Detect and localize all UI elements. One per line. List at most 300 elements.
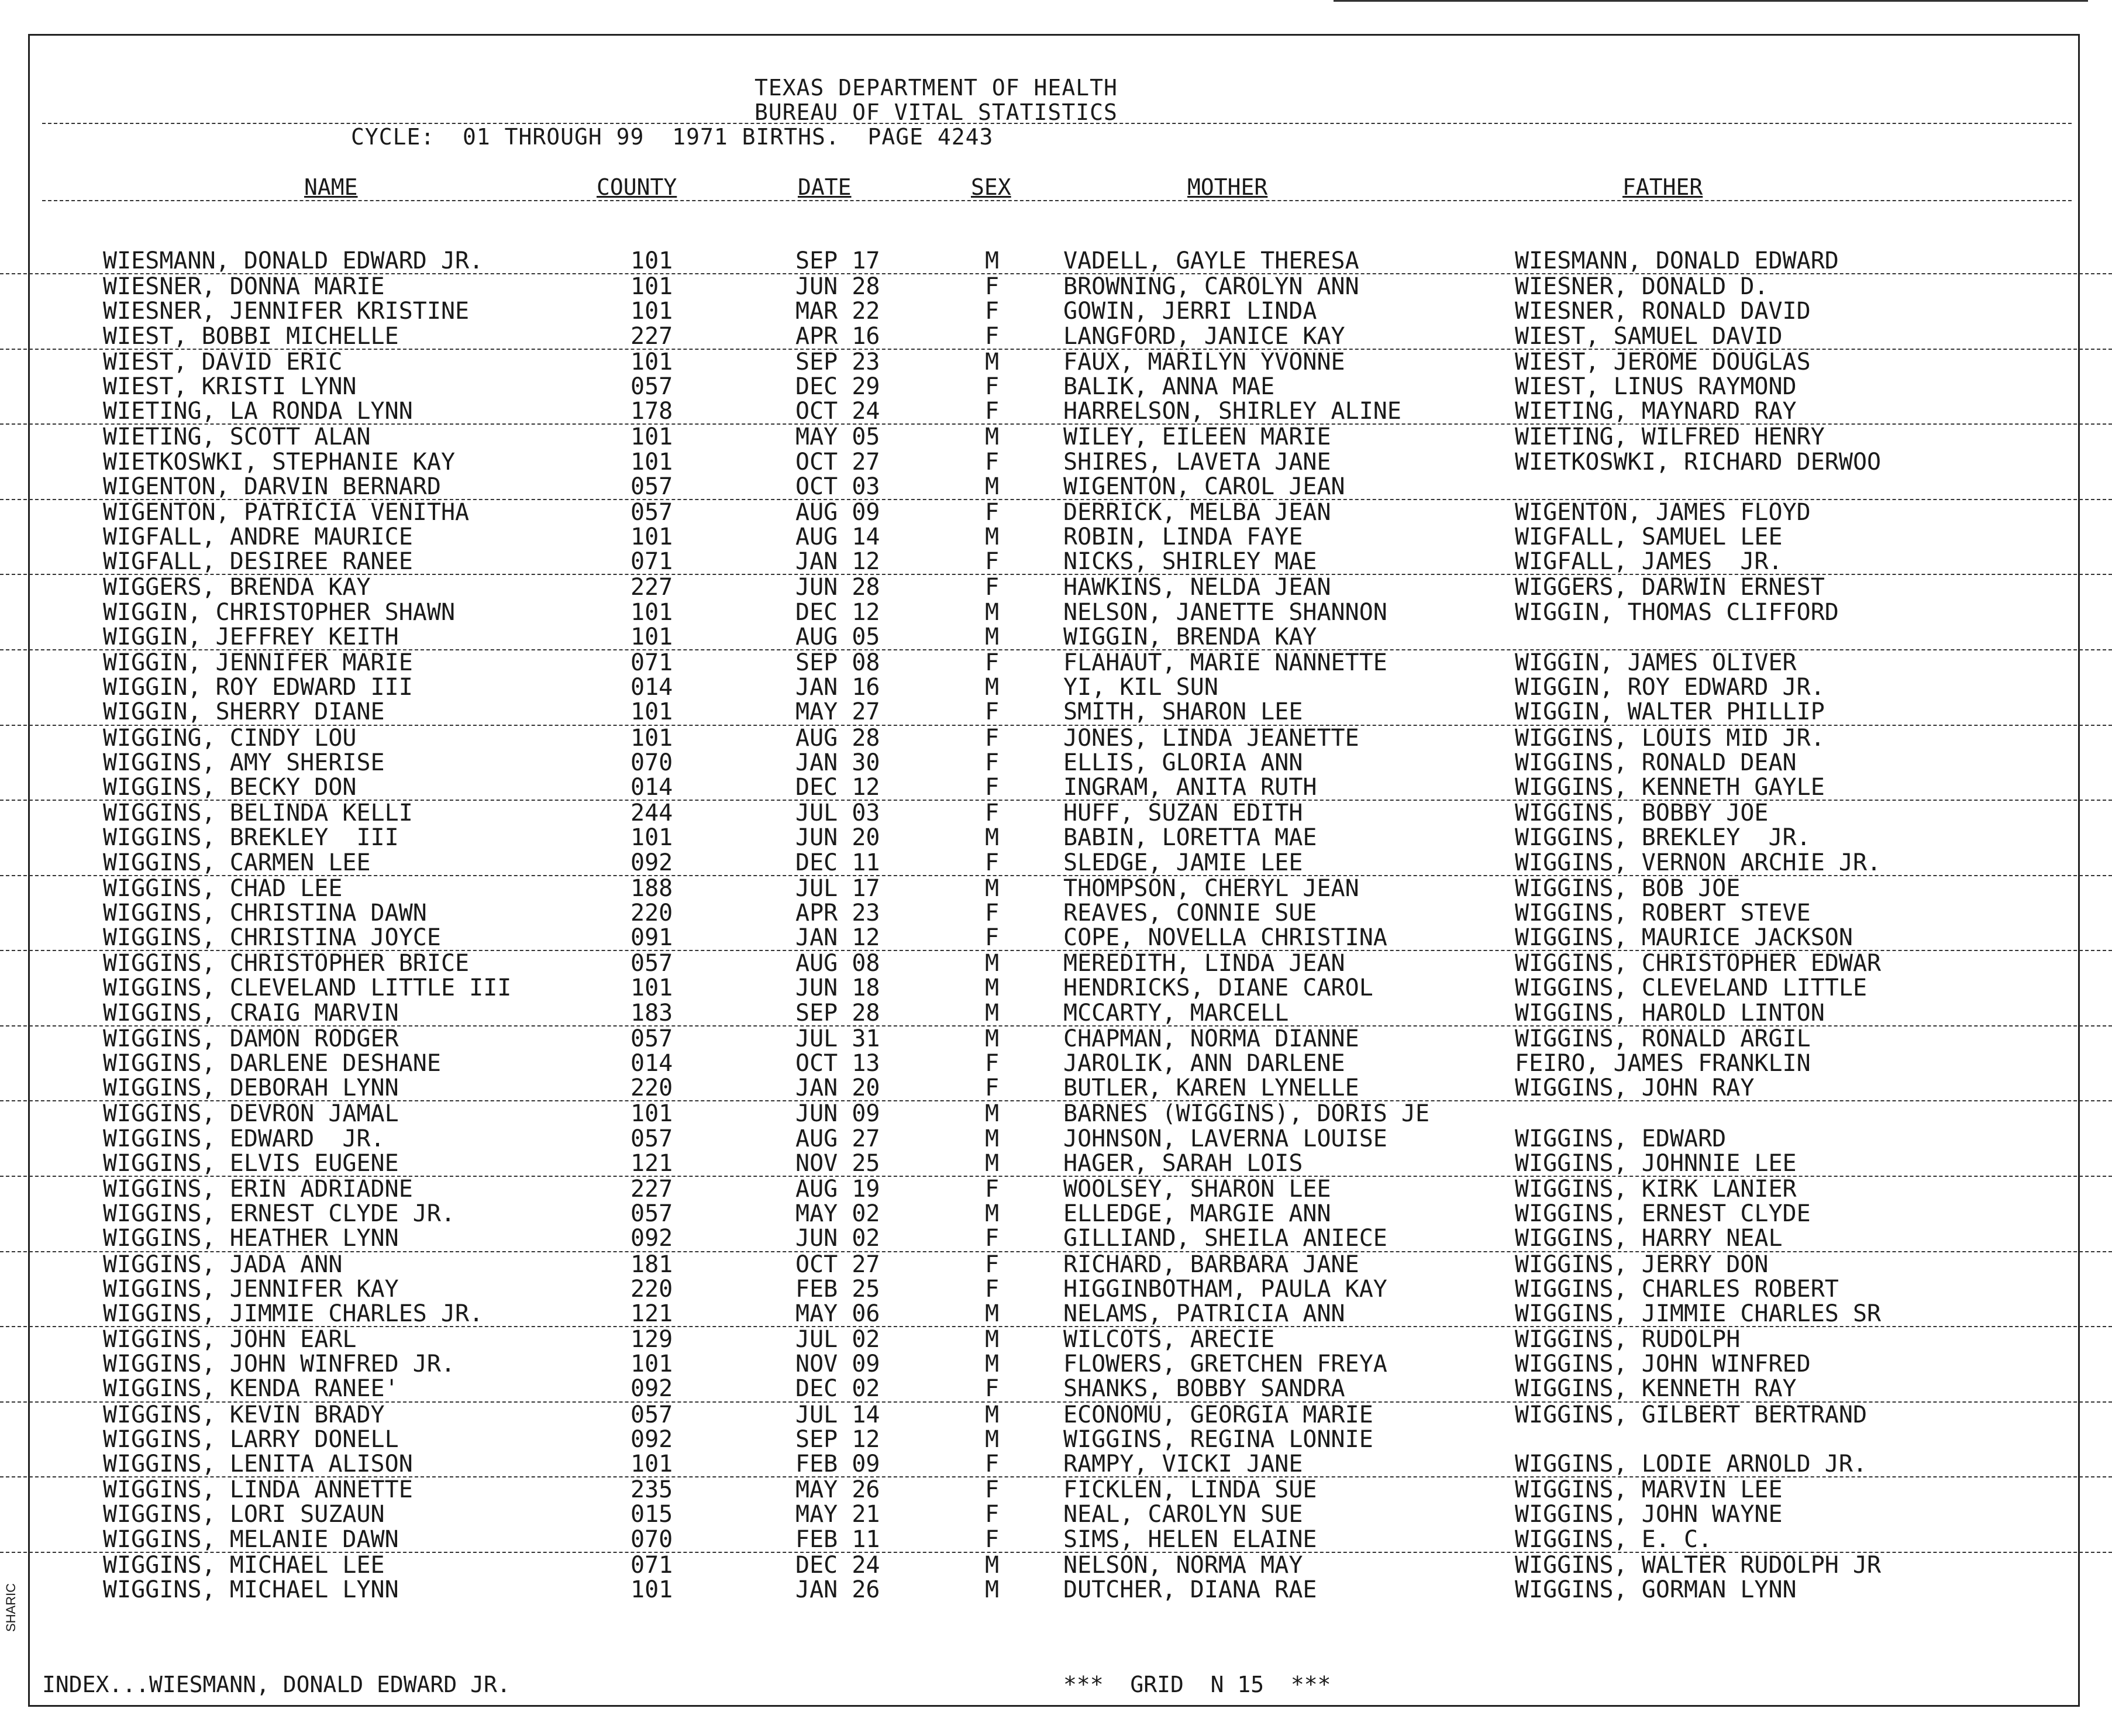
cell-mother: YI, KIL SUN <box>1063 674 1218 701</box>
cell-sex: M <box>985 1326 1000 1353</box>
cell-mother: FLOWERS, GRETCHEN FREYA <box>1063 1351 1387 1378</box>
cell-name: WIGGINS, LENITA ALISON <box>103 1451 413 1477</box>
cell-mother: WIGGIN, BRENDA KAY <box>1063 623 1317 650</box>
cell-name: WIGGINS, LARRY DONELL <box>103 1425 399 1453</box>
cell-county: 235 <box>631 1476 673 1504</box>
cell-date: JAN 30 <box>795 749 880 776</box>
cell-name: WIGGINS, BELINDA KELLI <box>103 800 413 827</box>
table-row <box>0 976 2112 1000</box>
table-row <box>0 425 2112 449</box>
table-row <box>0 1553 2112 1577</box>
cell-father: WIEST, SAMUEL DAVID <box>1515 322 1783 350</box>
cell-date: AUG 08 <box>795 950 880 977</box>
cell-sex: M <box>985 824 1000 852</box>
cell-mother: HARRELSON, SHIRLEY ALINE <box>1063 398 1401 425</box>
cell-county: 101 <box>631 1576 673 1603</box>
cell-date: AUG 05 <box>795 623 880 650</box>
cell-date: DEC 29 <box>795 373 880 400</box>
cell-sex: F <box>985 749 1000 776</box>
table-row <box>0 625 2112 650</box>
table-row <box>0 1051 2112 1076</box>
cell-county: 057 <box>631 473 673 500</box>
cell-sex: M <box>985 1351 1000 1378</box>
cell-father: WIGGINS, CLEVELAND LITTLE <box>1515 974 1868 1002</box>
cell-father: WIGGINS, JOHN RAY <box>1515 1074 1755 1102</box>
cell-county: 101 <box>631 348 673 376</box>
cell-sex: F <box>985 448 1000 476</box>
cell-name: WIGGINS, DARLENE DESHANE <box>103 1050 441 1077</box>
cell-father: WIGGINS, BREKLEY JR. <box>1515 824 1811 852</box>
cell-name: WIGGINS, CHAD LEE <box>103 874 343 902</box>
table-row <box>0 700 2112 725</box>
cell-sex: F <box>985 800 1000 827</box>
cell-county: 057 <box>631 373 673 400</box>
cell-name: WIGGIN, SHERRY DIANE <box>103 698 385 726</box>
cell-sex: F <box>985 1476 1000 1504</box>
cell-sex: M <box>985 423 1000 451</box>
cell-county: 220 <box>631 1275 673 1303</box>
cell-father: WIGGINS, VERNON ARCHIE JR. <box>1515 849 1882 876</box>
cell-sex: F <box>985 1525 1000 1553</box>
cell-name: WIESMANN, DONALD EDWARD JR. <box>103 247 484 274</box>
cell-mother: JOHNSON, LAVERNA LOUISE <box>1063 1125 1387 1152</box>
table-row <box>0 1527 2112 1553</box>
cell-date: OCT 27 <box>795 448 880 476</box>
cell-date: DEC 11 <box>795 849 880 876</box>
table-row <box>0 1301 2112 1327</box>
cell-father: WIGGINS, MARVIN LEE <box>1515 1476 1783 1504</box>
cell-county: 101 <box>631 1351 673 1378</box>
cell-father: WIGGERS, DARWIN ERNEST <box>1515 574 1825 601</box>
cell-father: WIETING, MAYNARD RAY <box>1515 398 1797 425</box>
cell-name: WIEST, BOBBI MICHELLE <box>103 322 399 350</box>
cell-name: WIGGINS, DEBORAH LYNN <box>103 1074 399 1102</box>
cell-county: 121 <box>631 1300 673 1327</box>
cell-name: WIESNER, JENNIFER KRISTINE <box>103 298 470 325</box>
cell-date: JUN 18 <box>795 974 880 1002</box>
cell-sex: M <box>985 348 1000 376</box>
cell-date: SEP 23 <box>795 348 880 376</box>
cell-father: WIGFALL, JAMES JR. <box>1515 548 1783 576</box>
table-row <box>0 450 2112 474</box>
cell-mother: THOMPSON, CHERYL JEAN <box>1063 874 1359 902</box>
cell-sex: M <box>985 1425 1000 1453</box>
cell-date: JUL 17 <box>795 874 880 902</box>
cell-sex: M <box>985 1401 1000 1428</box>
cell-mother: WIGENTON, CAROL JEAN <box>1063 473 1345 500</box>
table-row <box>0 500 2112 525</box>
table-row <box>0 1376 2112 1402</box>
cell-name: WIGGINS, CHRISTOPHER BRICE <box>103 950 470 977</box>
cell-county: 070 <box>631 749 673 776</box>
table-row <box>0 825 2112 850</box>
cell-county: 071 <box>631 548 673 576</box>
cell-county: 015 <box>631 1501 673 1528</box>
cell-name: WIETKOSWKI, STEPHANIE KAY <box>103 448 456 476</box>
table-row <box>0 1327 2112 1352</box>
cell-father: WIGGINS, HAROLD LINTON <box>1515 999 1825 1027</box>
cell-father: WIGGINS, JERRY DON <box>1515 1251 1769 1278</box>
cell-date: SEP 08 <box>795 649 880 676</box>
cell-sex: M <box>985 874 1000 902</box>
table-row <box>0 901 2112 925</box>
cell-county: 101 <box>631 247 673 274</box>
cell-father: WIGGINS, KENNETH RAY <box>1515 1375 1797 1403</box>
cell-mother: BABIN, LORETTA MAE <box>1063 824 1317 852</box>
cell-mother: RICHARD, BARBARA JANE <box>1063 1251 1359 1278</box>
cell-county: 227 <box>631 1175 673 1203</box>
table-row <box>0 675 2112 700</box>
table-row <box>0 1027 2112 1051</box>
cell-name: WIGGINS, CHRISTINA JOYCE <box>103 924 441 952</box>
cell-name: WIGGINS, KEVIN BRADY <box>103 1401 385 1428</box>
header-divider <box>42 123 2072 124</box>
cell-sex: M <box>985 1149 1000 1177</box>
cell-county: 057 <box>631 1401 673 1428</box>
cell-mother: NELAMS, PATRICIA ANN <box>1063 1300 1345 1327</box>
cell-date: SEP 28 <box>795 999 880 1027</box>
cell-father: WIGGIN, THOMAS CLIFFORD <box>1515 598 1839 626</box>
cell-father: WIGGINS, ERNEST CLYDE <box>1515 1200 1811 1228</box>
cell-name: WIGGINS, CHRISTINA DAWN <box>103 899 427 926</box>
table-row <box>0 575 2112 600</box>
cell-sex: M <box>985 598 1000 626</box>
cell-name: WIESNER, DONNA MARIE <box>103 273 385 301</box>
cell-name: WIGGIN, ROY EDWARD III <box>103 674 413 701</box>
cell-mother: VADELL, GAYLE THERESA <box>1063 247 1359 274</box>
column-header-date: DATE <box>798 174 852 200</box>
cell-date: JUN 20 <box>795 824 880 852</box>
cell-father: WIGGINS, BOBBY JOE <box>1515 800 1769 827</box>
cell-mother: DUTCHER, DIANA RAE <box>1063 1576 1317 1603</box>
cell-county: 091 <box>631 924 673 952</box>
cell-father: WIGGINS, GORMAN LYNN <box>1515 1576 1797 1603</box>
cell-date: OCT 24 <box>795 398 880 425</box>
table-row <box>0 1427 2112 1452</box>
cell-mother: LANGFORD, JANICE KAY <box>1063 322 1345 350</box>
cell-mother: GOWIN, JERRI LINDA <box>1063 298 1317 325</box>
cell-name: WIGGINS, CLEVELAND LITTLE III <box>103 974 512 1002</box>
cell-name: WIGGIN, JENNIFER MARIE <box>103 649 413 676</box>
cell-mother: SMITH, SHARON LEE <box>1063 698 1303 726</box>
cell-date: MAY 02 <box>795 1200 880 1228</box>
cell-mother: NELSON, NORMA MAY <box>1063 1551 1303 1579</box>
cell-sex: F <box>985 1074 1000 1102</box>
cell-county: 101 <box>631 724 673 752</box>
column-header-father: FATHER <box>1622 174 1703 200</box>
cell-father: WIESMANN, DONALD EDWARD <box>1515 247 1839 274</box>
cell-father: WIGGINS, GILBERT BERTRAND <box>1515 1401 1868 1428</box>
cell-name: WIGGINS, DAMON RODGER <box>103 1025 399 1052</box>
column-header-divider <box>42 200 2072 201</box>
cell-name: WIETING, LA RONDA LYNN <box>103 398 413 425</box>
cell-county: 101 <box>631 698 673 726</box>
cell-name: WIGGINS, CARMEN LEE <box>103 849 371 876</box>
cell-father: WIGGINS, JOHN WINFRED <box>1515 1351 1811 1378</box>
cell-county: 092 <box>631 1225 673 1252</box>
cell-mother: BUTLER, KAREN LYNELLE <box>1063 1074 1359 1102</box>
cell-date: JUN 09 <box>795 1100 880 1128</box>
cell-sex: M <box>985 1551 1000 1579</box>
cell-county: 227 <box>631 322 673 350</box>
cell-mother: HAGER, SARAH LOIS <box>1063 1149 1303 1177</box>
cell-county: 101 <box>631 623 673 650</box>
cell-father: FEIRO, JAMES FRANKLIN <box>1515 1050 1811 1077</box>
cell-name: WIGGIN, JEFFREY KEITH <box>103 623 399 650</box>
cell-father: WIGGINS, JOHN WAYNE <box>1515 1501 1783 1528</box>
table-row <box>0 650 2112 675</box>
cell-father: WIGGINS, JIMMIE CHARLES SR <box>1515 1300 1882 1327</box>
cell-mother: FAUX, MARILYN YVONNE <box>1063 348 1345 376</box>
table-row <box>0 1076 2112 1101</box>
cell-sex: M <box>985 950 1000 977</box>
table-row <box>0 1352 2112 1376</box>
cell-county: 121 <box>631 1149 673 1177</box>
cell-father: WIEST, LINUS RAYMOND <box>1515 373 1797 400</box>
cell-father: WIGGINS, RUDOLPH <box>1515 1326 1741 1353</box>
cell-date: MAR 22 <box>795 298 880 325</box>
table-row <box>0 350 2112 374</box>
cell-father: WIETING, WILFRED HENRY <box>1515 423 1825 451</box>
cell-date: JUN 02 <box>795 1225 880 1252</box>
cell-mother: ELLIS, GLORIA ANN <box>1063 749 1303 776</box>
table-row <box>0 299 2112 323</box>
cell-mother: DERRICK, MELBA JEAN <box>1063 498 1331 526</box>
cell-date: JUL 03 <box>795 800 880 827</box>
cell-county: 188 <box>631 874 673 902</box>
cell-name: WIGGINS, JOHN EARL <box>103 1326 357 1353</box>
cell-name: WIGGIN, CHRISTOPHER SHAWN <box>103 598 456 626</box>
cell-name: WIGGINS, MICHAEL LEE <box>103 1551 385 1579</box>
cell-mother: SIMS, HELEN ELAINE <box>1063 1525 1317 1553</box>
table-row <box>0 750 2112 775</box>
cell-father: WIGGINS, EDWARD <box>1515 1125 1727 1152</box>
cell-sex: F <box>985 574 1000 601</box>
cell-county: 057 <box>631 1125 673 1152</box>
cell-mother: INGRAM, ANITA RUTH <box>1063 773 1317 801</box>
table-row <box>0 1001 2112 1027</box>
bureau-title: BUREAU OF VITAL STATISTICS <box>754 99 1118 125</box>
cell-name: WIGGINS, DEVRON JAMAL <box>103 1100 399 1128</box>
cell-date: JUL 31 <box>795 1025 880 1052</box>
cell-date: AUG 14 <box>795 523 880 551</box>
cell-mother: RAMPY, VICKI JANE <box>1063 1451 1303 1477</box>
cell-sex: M <box>985 1300 1000 1327</box>
cell-mother: COPE, NOVELLA CHRISTINA <box>1063 924 1387 952</box>
cell-county: 101 <box>631 448 673 476</box>
cell-date: JAN 26 <box>795 1576 880 1603</box>
cell-name: WIEST, KRISTI LYNN <box>103 373 357 400</box>
cell-sex: F <box>985 298 1000 325</box>
cell-date: MAY 26 <box>795 1476 880 1504</box>
cell-mother: MCCARTY, MARCELL <box>1063 999 1289 1027</box>
cell-county: 057 <box>631 950 673 977</box>
table-row <box>0 1277 2112 1301</box>
cell-father: WIGGINS, RONALD DEAN <box>1515 749 1797 776</box>
cell-name: WIGGINS, JIMMIE CHARLES JR. <box>103 1300 484 1327</box>
table-row <box>0 775 2112 801</box>
records-table <box>0 249 2112 1602</box>
cell-mother: HUFF, SUZAN EDITH <box>1063 800 1303 827</box>
cell-mother: ROBIN, LINDA FAYE <box>1063 523 1303 551</box>
cell-date: JUN 28 <box>795 574 880 601</box>
table-row <box>0 1403 2112 1427</box>
table-row <box>0 951 2112 976</box>
cell-date: MAY 06 <box>795 1300 880 1327</box>
cell-county: 101 <box>631 298 673 325</box>
cell-county: 220 <box>631 899 673 926</box>
cell-county: 101 <box>631 1100 673 1128</box>
cell-name: WIGGING, CINDY LOU <box>103 724 357 752</box>
cell-father: WIETKOSWKI, RICHARD DERWOO <box>1515 448 1882 476</box>
cell-father: WIGGINS, JOHNNIE LEE <box>1515 1149 1797 1177</box>
cell-sex: F <box>985 1501 1000 1528</box>
cell-father: WIGGINS, HARRY NEAL <box>1515 1225 1783 1252</box>
cell-county: 092 <box>631 849 673 876</box>
cell-sex: M <box>985 999 1000 1027</box>
cell-county: 101 <box>631 1451 673 1477</box>
cell-mother: ELLEDGE, MARGIE ANN <box>1063 1200 1331 1228</box>
cell-father: WIGGINS, CHARLES ROBERT <box>1515 1275 1839 1303</box>
cell-date: JAN 12 <box>795 548 880 576</box>
cell-county: 244 <box>631 800 673 827</box>
cell-mother: BARNES (WIGGINS), DORIS JE <box>1063 1100 1430 1128</box>
table-row <box>0 1502 2112 1527</box>
table-row <box>0 801 2112 825</box>
cell-date: FEB 09 <box>795 1451 880 1477</box>
cell-name: WIGFALL, DESIREE RANEE <box>103 548 413 576</box>
table-row <box>0 399 2112 425</box>
table-row <box>0 374 2112 399</box>
cell-name: WIGGINS, CRAIG MARVIN <box>103 999 399 1027</box>
table-row <box>0 876 2112 901</box>
cell-sex: M <box>985 247 1000 274</box>
cell-mother: NICKS, SHIRLEY MAE <box>1063 548 1317 576</box>
cell-date: JAN 16 <box>795 674 880 701</box>
cell-father: WIGGINS, LODIE ARNOLD JR. <box>1515 1451 1868 1477</box>
table-row <box>0 1151 2112 1177</box>
cell-mother: SHANKS, BOBBY SANDRA <box>1063 1375 1345 1403</box>
table-row <box>0 925 2112 951</box>
top-edge-line <box>1334 0 2088 2</box>
cell-county: 071 <box>631 1551 673 1579</box>
cell-name: WIGGINS, MICHAEL LYNN <box>103 1576 399 1603</box>
cell-date: NOV 25 <box>795 1149 880 1177</box>
cell-name: WIGGINS, JADA ANN <box>103 1251 343 1278</box>
cell-name: WIGGERS, BRENDA KAY <box>103 574 371 601</box>
cell-mother: ECONOMU, GEORGIA MARIE <box>1063 1401 1373 1428</box>
cell-date: JUL 14 <box>795 1401 880 1428</box>
table-row <box>0 474 2112 500</box>
cell-sex: F <box>985 273 1000 301</box>
cell-county: 101 <box>631 974 673 1002</box>
cell-county: 057 <box>631 1200 673 1228</box>
cell-sex: F <box>985 924 1000 952</box>
cell-mother: NEAL, CAROLYN SUE <box>1063 1501 1303 1528</box>
footer-index: INDEX...WIESMANN, DONALD EDWARD JR. <box>42 1672 511 1697</box>
cell-county: 129 <box>631 1326 673 1353</box>
side-label: SHARIC <box>4 1583 18 1632</box>
table-row <box>0 1577 2112 1602</box>
column-header-county: COUNTY <box>597 174 677 200</box>
cell-name: WIGGINS, MELANIE DAWN <box>103 1525 399 1553</box>
cell-name: WIGGINS, JOHN WINFRED JR. <box>103 1351 456 1378</box>
cell-sex: M <box>985 623 1000 650</box>
cell-name: WIGGINS, ERNEST CLYDE JR. <box>103 1200 456 1228</box>
cell-county: 181 <box>631 1251 673 1278</box>
cell-date: OCT 27 <box>795 1251 880 1278</box>
cell-date: DEC 12 <box>795 773 880 801</box>
table-row <box>0 1127 2112 1151</box>
cell-name: WIETING, SCOTT ALAN <box>103 423 371 451</box>
cell-name: WIGGINS, BECKY DON <box>103 773 357 801</box>
cell-county: 220 <box>631 1074 673 1102</box>
cell-father: WIGENTON, JAMES FLOYD <box>1515 498 1811 526</box>
cycle-info: CYCLE: 01 THROUGH 99 1971 BIRTHS. PAGE 4243 <box>351 124 994 150</box>
cell-mother: MEREDITH, LINDA JEAN <box>1063 950 1345 977</box>
cell-date: SEP 17 <box>795 247 880 274</box>
cell-sex: F <box>985 1375 1000 1403</box>
cell-date: JUL 02 <box>795 1326 880 1353</box>
cell-sex: M <box>985 473 1000 500</box>
cell-name: WIGGINS, AMY SHERISE <box>103 749 385 776</box>
cell-mother: WIGGINS, REGINA LONNIE <box>1063 1425 1373 1453</box>
cell-sex: F <box>985 724 1000 752</box>
cell-name: WIGGINS, BREKLEY III <box>103 824 399 852</box>
cell-name: WIGGINS, KENDA RANEE' <box>103 1375 399 1403</box>
cell-father: WIGGINS, LOUIS MID JR. <box>1515 724 1825 752</box>
cell-mother: WILEY, EILEEN MARIE <box>1063 423 1331 451</box>
cell-sex: F <box>985 849 1000 876</box>
table-row <box>0 1201 2112 1226</box>
table-row <box>0 1226 2112 1252</box>
cell-name: WIGENTON, PATRICIA VENITHA <box>103 498 470 526</box>
table-row <box>0 1252 2112 1277</box>
cell-date: MAY 05 <box>795 423 880 451</box>
cell-county: 092 <box>631 1375 673 1403</box>
cell-father: WIGGIN, WALTER PHILLIP <box>1515 698 1825 726</box>
table-row <box>0 1177 2112 1201</box>
cell-sex: M <box>985 1200 1000 1228</box>
cell-date: OCT 03 <box>795 473 880 500</box>
cell-date: APR 23 <box>795 899 880 926</box>
cell-mother: FLAHAUT, MARIE NANNETTE <box>1063 649 1387 676</box>
cell-date: OCT 13 <box>795 1050 880 1077</box>
cell-father: WIEST, JEROME DOUGLAS <box>1515 348 1811 376</box>
cell-county: 101 <box>631 523 673 551</box>
cell-sex: M <box>985 974 1000 1002</box>
cell-date: AUG 09 <box>795 498 880 526</box>
cell-date: NOV 09 <box>795 1351 880 1378</box>
cell-father: WIESNER, DONALD D. <box>1515 273 1769 301</box>
cell-sex: F <box>985 373 1000 400</box>
cell-sex: M <box>985 674 1000 701</box>
cell-sex: M <box>985 523 1000 551</box>
cell-father: WIGGINS, CHRISTOPHER EDWAR <box>1515 950 1882 977</box>
cell-name: WIGENTON, DARVIN BERNARD <box>103 473 441 500</box>
cell-county: 014 <box>631 674 673 701</box>
cell-mother: BALIK, ANNA MAE <box>1063 373 1275 400</box>
cell-father: WIGFALL, SAMUEL LEE <box>1515 523 1783 551</box>
cell-sex: M <box>985 1100 1000 1128</box>
cell-name: WIGGINS, HEATHER LYNN <box>103 1225 399 1252</box>
cell-date: SEP 12 <box>795 1425 880 1453</box>
table-row <box>0 324 2112 350</box>
table-row <box>0 1101 2112 1126</box>
cell-county: 070 <box>631 1525 673 1553</box>
cell-father: WIGGINS, E. C. <box>1515 1525 1713 1553</box>
cell-date: MAY 27 <box>795 698 880 726</box>
